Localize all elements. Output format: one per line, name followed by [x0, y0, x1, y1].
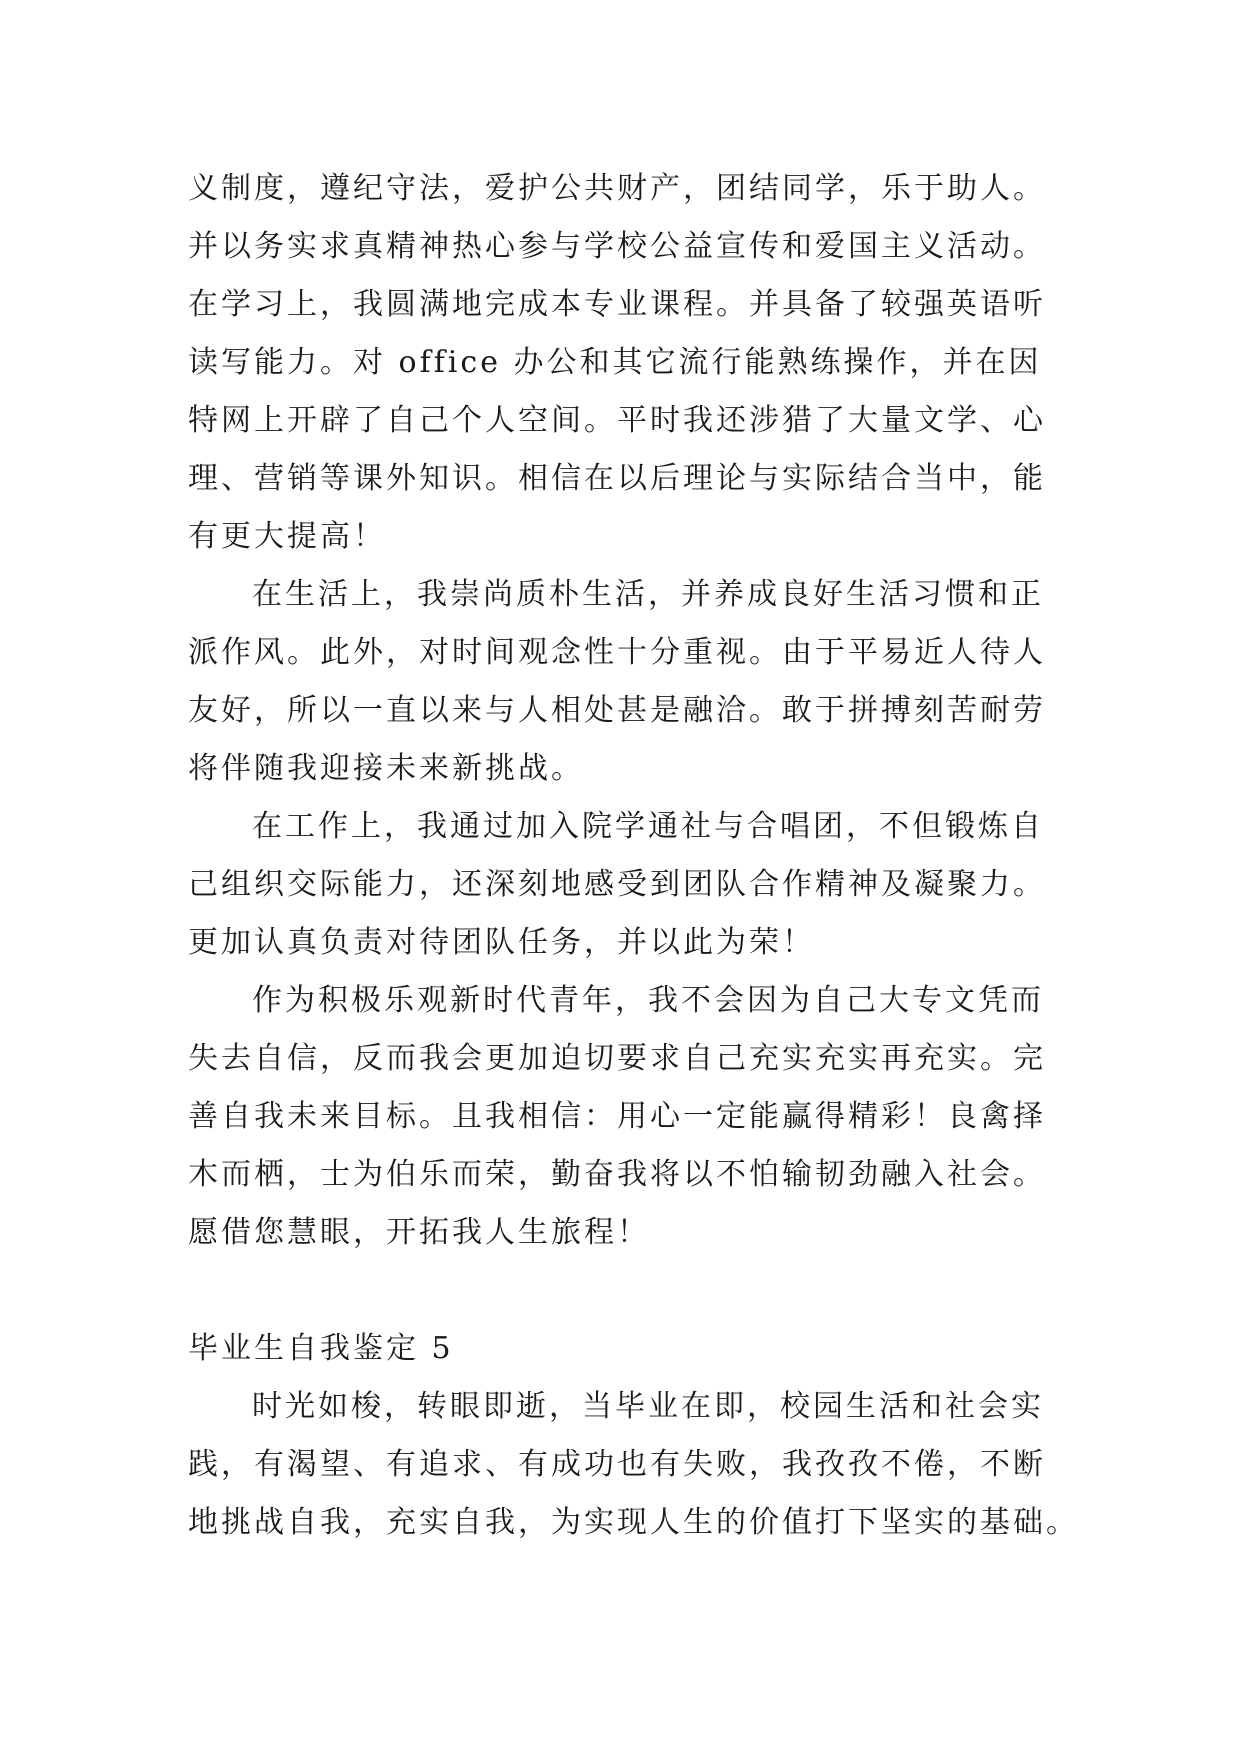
paragraph-section-intro [188, 1378, 1079, 1552]
text-line: 己组织交际能力，还深刻地感受到团队合作精神及凝聚力。 [188, 867, 1046, 902]
text-line: 地挑战自我，充实自我，为实现人生的价值打下坚实的基础。 [188, 1505, 1079, 1540]
text-line: 并以务实求真精神热心参与学校公益宣传和爱国主义活动。 [188, 229, 1046, 264]
document-body [188, 160, 1079, 1552]
text-line: 在生活上，我崇尚质朴生活，并养成良好生活习惯和正 [252, 577, 1044, 612]
text-line: 派作风。此外，对时间观念性十分重视。由于平易近人待人 [188, 635, 1046, 670]
text-line: 践，有渴望、有追求、有成功也有失败，我孜孜不倦，不断 [188, 1447, 1046, 1482]
paragraph-study [188, 160, 1058, 566]
text-line: 更加认真负责对待团队任务，并以此为荣！ [188, 925, 815, 960]
text-line: 在学习上，我圆满地完成本专业课程。并具备了较强英语听 [188, 287, 1046, 322]
text-line: 失去自信，反而我会更加迫切要求自己充实充实再充实。完 [188, 1041, 1046, 1076]
text-line: 特网上开辟了自己个人空间。平时我还涉猎了大量文学、心 [188, 403, 1046, 438]
text-line: 理、营销等课外知识。相信在以后理论与实际结合当中，能 [188, 461, 1046, 496]
text-line: 有更大提高！ [188, 519, 386, 554]
text-line: 将伴随我迎接未来新挑战。 [188, 751, 584, 786]
text-line: 作为积极乐观新时代青年，我不会因为自己大专文凭而 [252, 983, 1044, 1018]
section-heading: 毕业生自我鉴定 5 [188, 1331, 454, 1366]
paragraph-life [188, 566, 1058, 798]
text-line: 木而栖，士为伯乐而荣，勤奋我将以不怕输韧劲融入社会。 [188, 1157, 1046, 1192]
paragraph-work [188, 798, 1058, 972]
text-line: 在工作上，我通过加入院学通社与合唱团，不但锻炼自 [252, 809, 1044, 844]
paragraph-outlook [188, 972, 1058, 1262]
text-line: 义制度，遵纪守法，爱护公共财产，团结同学，乐于助人。 [188, 171, 1046, 206]
text-line: 友好，所以一直以来与人相处甚是融洽。敢于拼搏刻苦耐劳 [188, 693, 1046, 728]
text-line: 读写能力。对 office 办公和其它流行能熟练操作，并在因 [188, 345, 1042, 380]
text-line: 善自我未来目标。且我相信：用心一定能赢得精彩！良禽择 [188, 1099, 1046, 1134]
text-line: 愿借您慧眼，开拓我人生旅程！ [188, 1215, 650, 1250]
text-line: 时光如梭，转眼即逝，当毕业在即，校园生活和社会实 [252, 1389, 1044, 1424]
